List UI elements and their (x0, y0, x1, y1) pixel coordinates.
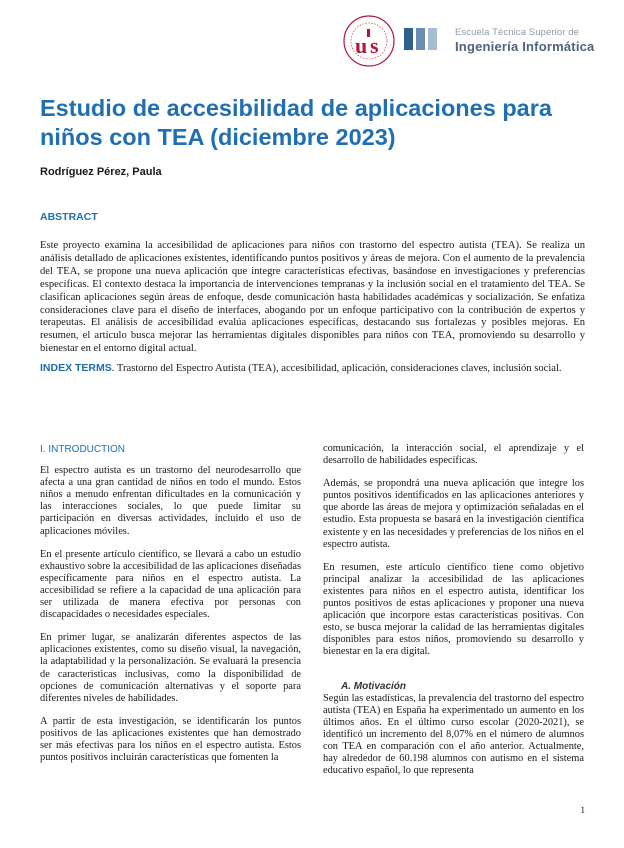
paragraph: Además, se propondrá una nueva aplicación que integre los puntos positivos identificados en las aplicaciones anteriores y que aborde las áreas de mejora y optimización señaladas en el estudio. Esta propuesta se basará en la investigación científica existente y en las necesidades y preferencias de los niños en el espectro autista. (323, 478, 584, 550)
index-terms (40, 362, 585, 376)
paragraph: comunicación, la interacción social, el aprendizaje y el desarrollo de habilidades específicas. (323, 443, 584, 467)
svg-text:s: s (370, 33, 379, 58)
section-heading-introduction: I. INTRODUCTION (40, 444, 125, 455)
paragraph: En primer lugar, se analizarán diferentes aspectos de las aplicaciones existentes, como su diseño visual, la navegación, la adaptabilidad y la personalización. Se evaluará la presencia de características inclusivas, como la disponibilidad de opciones de comunicación alternativas y el soporte para diferentes niveles de habilidades. (40, 632, 301, 704)
university-seal-logo (342, 14, 396, 68)
school-name-big: Ingeniería Informática (455, 39, 595, 54)
paragraph: El espectro autista es un trastorno del neurodesarrollo que afecta a una gran cantidad de niños en todo el mundo. Estos niños a menudo enfrentan dificultades en la comunicación y las interacciones sociales, lo que puede limitar su participación en diversas actividades, incluido el uso de aplicaciones móviles. (40, 465, 301, 537)
left-column (40, 444, 301, 775)
abstract-heading: ABSTRACT (40, 211, 98, 223)
paragraph: A partir de esta investigación, se identificarán los puntos positivos de las aplicaciones existentes que han demostrado ser más efectivas para los niños en el espectro autista. Estos puntos positivos incluirán características que fomenten la (40, 715, 301, 764)
paper-title: Estudio de accesibilidad de aplicaciones para niños con TEA (diciembre 2023) (40, 95, 552, 150)
abstract-text: Este proyecto examina la accesibilidad de aplicaciones para niños con trastorno del espectro autista (TEA). Se realiza un análisis detallado de aplicaciones existentes, identificando puntos positivos y áreas de mejora. Con el aumento de la prevalencia del TEA, se propone una nueva aplicación que integre características efectivas, basándose en investigaciones y preferencias específicas. El contexto destaca la importancia de intervenciones tempranas y la inclusión social en el tratamiento del TEA. Se clasifican aplicaciones según áreas de enfoque, desde comunicación hasta habilidades académicas y socialización. Se enfatiza consideraciones clave para el diseño de interfaces, abogando por un enfoque participativo con la contribución de expertos y terapeutas. El análisis de accesibilidad evalúa aplicaciones específicas, destacando sus fortalezas y posibles mejoras. En resumen, el artículo busca mejorar las herramientas digitales disponibles para niños con TEA, promoviendo su desarrollo y bienestar en el entorno digital actual. (40, 240, 585, 355)
subsection-heading-motivacion: A. Motivación (341, 680, 407, 692)
school-logo-blocks (404, 28, 440, 55)
index-terms-text: . Trastorno del Espectro Autista (TEA), accesibilidad, aplicación, consideraciones claves, inclusión social. (111, 363, 562, 374)
right-column (323, 443, 584, 788)
school-name-small: Escuela Técnica Superior de (455, 27, 579, 38)
page-number: 1 (580, 805, 585, 815)
paragraph: En el presente artículo científico, se llevará a cabo un estudio exhaustivo sobre la accesibilidad de las aplicaciones diseñadas específicamente para niños en el espectro autista. La accesibilidad se refiere a la capacidad de una aplicación para ser utilizada de manera efectiva por personas con discapacidades o necesidades especiales. (40, 548, 301, 621)
paragraph: Según las estadísticas, la prevalencia del trastorno del espectro autista (TEA) en España ha experimentado un aumento en los últimos años. En el último curso escolar (2020-2021), se identificó un incremento del 8,07% en el número de alumnos con TEA en comparación con el año anterior. Actualmente, hay alrededor de 60.198 alumnos con autismo en el sistema educativo español, lo que representa (323, 692, 584, 777)
school-logo-text (455, 27, 595, 54)
paragraph: En resumen, este artículo científico tiene como objetivo principal analizar la accesibilidad de las aplicaciones existentes para niños en el espectro autista, identificar los puntos positivos de estas aplicaciones y proponer una nueva aplicación que incorpore estas características positivas. Con esto, se busca mejorar la calidad de las herramientas digitales disponibles para estos niños, promoviendo su desarrollo y bienestar en la era digital. (323, 561, 584, 658)
index-terms-label: INDEX TERMS (40, 362, 112, 374)
svg-text:u: u (355, 33, 368, 58)
paper-author: Rodríguez Pérez, Paula (40, 166, 162, 178)
